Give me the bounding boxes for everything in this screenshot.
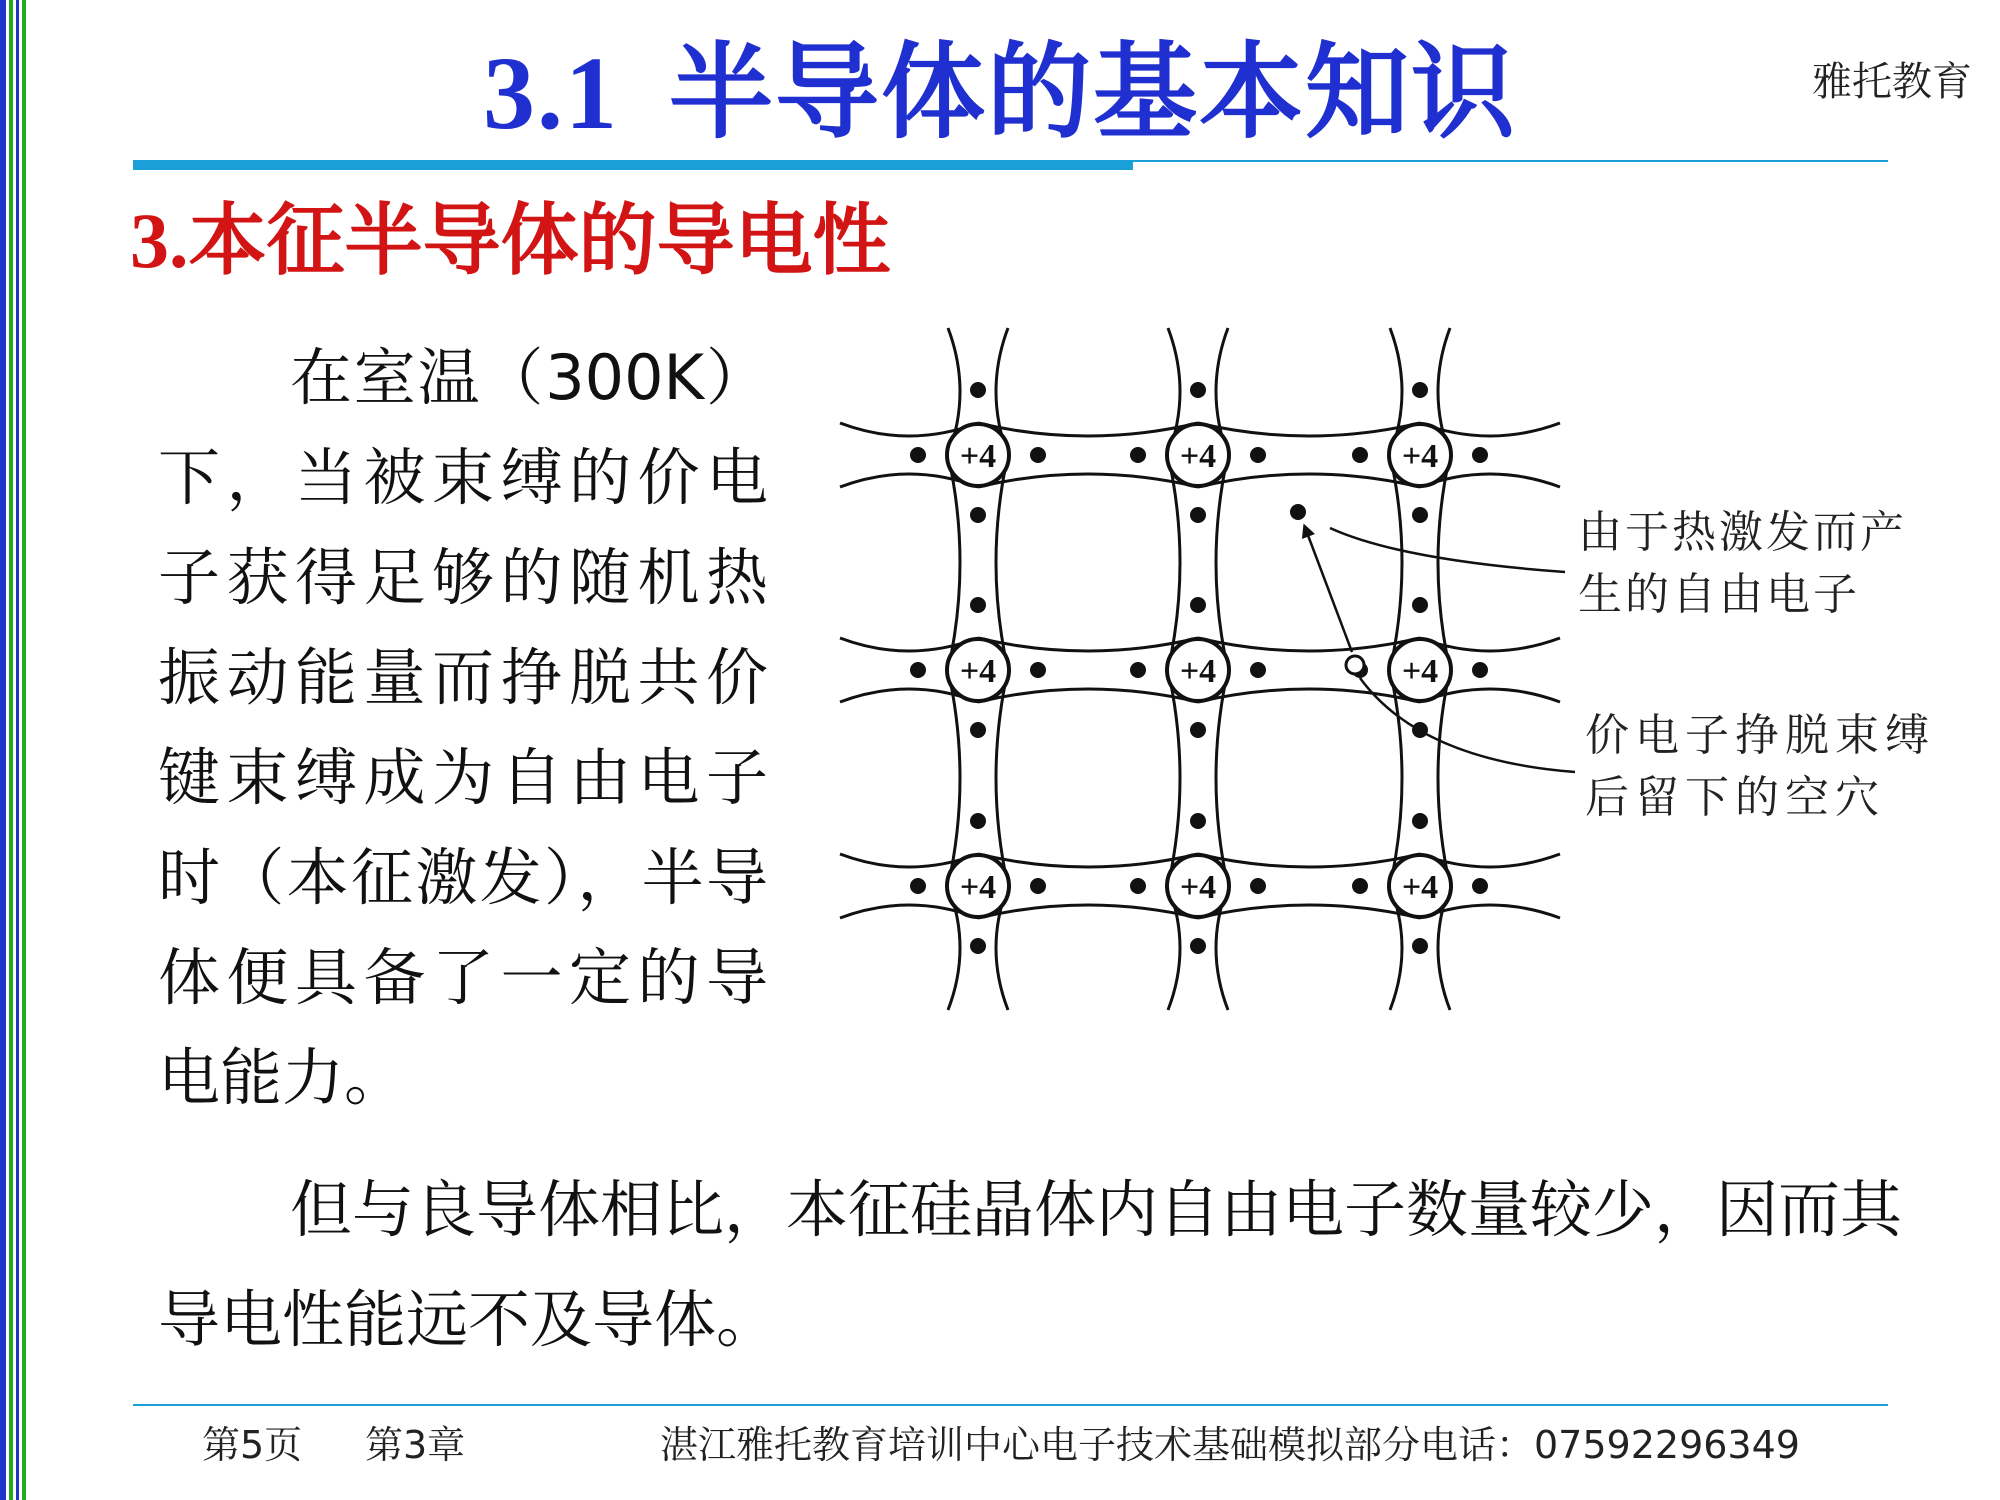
atom-charge-label: +4 [1401, 438, 1439, 475]
hole-caption-line1: 价电子挣脱束缚 [1585, 710, 1935, 761]
valence-electron [1250, 662, 1266, 678]
footer-rule [133, 1404, 1888, 1406]
excitation-arrow [1306, 530, 1352, 652]
valence-electron [1472, 662, 1488, 678]
hole-caption-line2: 后留下的空穴 [1585, 772, 1885, 823]
bond-line [1198, 638, 1420, 651]
body-paragraph-1: 在室温（300K）下，当被束缚的价电子获得足够的随机热振动能量而挣脱共价键束缚成为自由电子时（本征激发），半导体便具备了一定的导电能力。 [158, 341, 768, 1114]
brand-label: 雅托教育 [1812, 59, 1972, 105]
valence-electron [1352, 447, 1368, 463]
bond-line [978, 423, 1198, 436]
valence-electron [970, 722, 986, 738]
valence-electron [1130, 878, 1146, 894]
valence-electron [1412, 382, 1428, 398]
bond-line [948, 455, 960, 670]
valence-electron [1412, 938, 1428, 954]
section-heading-text: 本征半导体的导电性 [188, 196, 891, 286]
bond-line [948, 670, 960, 886]
bond-line [1438, 455, 1450, 670]
section-number: 3. [130, 197, 189, 284]
title-number: 3.1 [482, 36, 619, 151]
bond-line [1198, 854, 1420, 867]
valence-electron [910, 447, 926, 463]
bond-line [1198, 689, 1420, 702]
valence-electron [1190, 813, 1206, 829]
valence-electron [970, 597, 986, 613]
free-electron-caption-line1: 由于热激发而产 [1578, 507, 1907, 558]
bond-line [1216, 455, 1228, 670]
footer-page: 第5页 [202, 1423, 303, 1467]
atom-charge-label: +4 [1401, 869, 1439, 906]
valence-electron [910, 878, 926, 894]
valence-electron [1030, 447, 1046, 463]
free-electron-caption-line2: 生的自由电子 [1578, 569, 1860, 620]
bond-line [978, 638, 1198, 651]
footer-chapter: 第3章 [365, 1423, 466, 1467]
valence-electron [1352, 878, 1368, 894]
bond-line [978, 854, 1198, 867]
valence-electron [910, 662, 926, 678]
body-paragraph-2: 但与良导体相比，本征硅晶体内自由电子数量较少，因而其导电性能远不及导体。 [158, 1173, 1903, 1356]
valence-electron [970, 507, 986, 523]
valence-electron [970, 382, 986, 398]
valence-electron [1250, 447, 1266, 463]
atom-charge-label: +4 [959, 869, 997, 906]
bond-line [1198, 474, 1420, 487]
atom-charge-label: +4 [1179, 653, 1217, 690]
valence-electron [1250, 878, 1266, 894]
valence-electron [1412, 597, 1428, 613]
valence-electron [970, 938, 986, 954]
bond-line [1198, 423, 1420, 436]
valence-electron [1472, 447, 1488, 463]
bond-line [978, 905, 1198, 918]
bond-line [1438, 670, 1450, 886]
bond-line [996, 670, 1008, 886]
bond-line [1168, 455, 1180, 670]
valence-electron [1030, 878, 1046, 894]
valence-electron [1190, 382, 1206, 398]
bond-line [1168, 670, 1180, 886]
atom-charge-label: +4 [1179, 438, 1217, 475]
atom-charge-label: +4 [1401, 653, 1439, 690]
valence-electron [1472, 878, 1488, 894]
title-text: 半导体的基本知识 [668, 31, 1517, 153]
valence-electron [1030, 662, 1046, 678]
valence-electron [1130, 662, 1146, 678]
bond-line [978, 474, 1198, 487]
free-electron-leader [1330, 528, 1565, 572]
hole-leader [1360, 678, 1575, 772]
free-electron-caption [1578, 502, 1907, 626]
bond-line [1216, 670, 1228, 886]
atom-charge-label: +4 [1179, 869, 1217, 906]
bond-line [996, 455, 1008, 670]
hole-caption [1585, 705, 1935, 829]
hole [1346, 656, 1364, 674]
atom-charge-label: +4 [959, 438, 997, 475]
valence-electron [1190, 938, 1206, 954]
valence-electron [1412, 813, 1428, 829]
valence-electron [1190, 722, 1206, 738]
atom-charge-label: +4 [959, 653, 997, 690]
footer-contact: 湛江雅托教育培训中心电子技术基础模拟部分电话：07592296349 [660, 1423, 1800, 1467]
bond-line [1198, 905, 1420, 918]
valence-electron [1190, 507, 1206, 523]
bond-line [978, 689, 1198, 702]
free-electron [1290, 504, 1306, 520]
valence-electron [1190, 597, 1206, 613]
valence-electron [1130, 447, 1146, 463]
bond-line [1390, 670, 1402, 886]
valence-electron [1412, 507, 1428, 523]
valence-electron [970, 813, 986, 829]
bond-line [1390, 455, 1402, 670]
